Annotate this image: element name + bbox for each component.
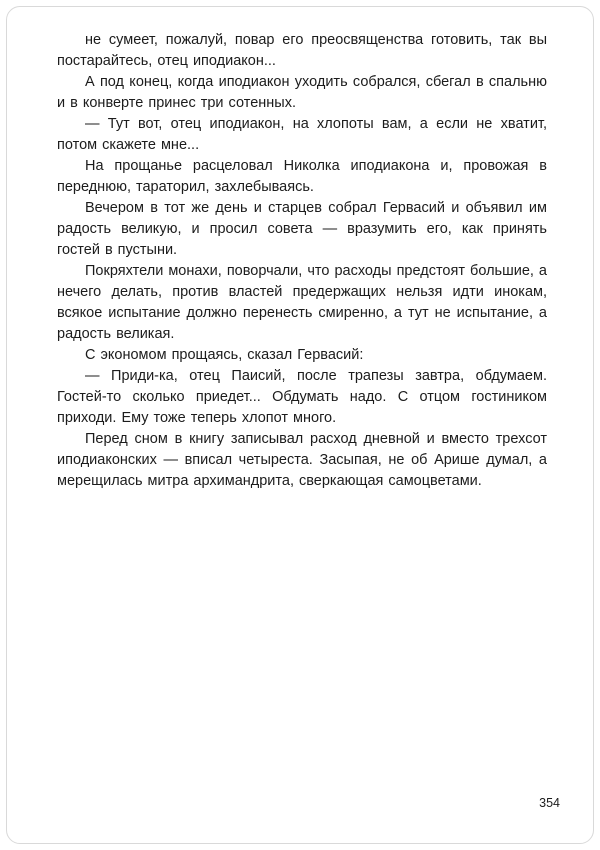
paragraph: не сумеет, пожалуй, повар его преосвященства готовить, так вы постарайтесь, отец иподиакон... bbox=[57, 32, 547, 69]
page-number: 354 bbox=[539, 796, 560, 810]
paragraph: — Тут вот, отец иподиакон, на хлопоты вам, а если не хватит, потом скажете мне... bbox=[57, 116, 547, 153]
paragraph: Перед сном в книгу записывал расход дневной и вместо трехсот иподиаконских — вписал четыреста. Засыпая, не об Арише думал, а мерещилась митра архимандрита, сверкающая самоцветами. bbox=[57, 431, 547, 489]
paragraph: — Приди-ка, отец Паисий, после трапезы завтра, обдумаем. Гостей-то сколько приедет... Обдумать надо. С отцом гостиником приходи. Ему тоже теперь хлопот много. bbox=[57, 368, 547, 426]
paragraph: Вечером в тот же день и старцев собрал Гервасий и объявил им радость великую, и просил совета — вразумить его, как принять гостей в пустыни. bbox=[57, 200, 547, 258]
paragraph: На прощанье расцеловал Николка иподиакона и, провожая в переднюю, тараторил, захлебываясь. bbox=[57, 158, 547, 195]
paragraph: Покряхтели монахи, поворчали, что расходы предстоят большие, а нечего делать, против властей предержащих нельзя идти инокам, всякое испытание должно перенесть смиренно, а тут не испытание, а радость великая. bbox=[57, 263, 548, 342]
page-text bbox=[57, 30, 547, 492]
paragraph: С экономом прощаясь, сказал Гервасий: bbox=[85, 347, 364, 363]
paragraph: А под конец, когда иподиакон уходить собрался, сбегал в спальню и в конверте принес три сотенных. bbox=[57, 74, 547, 111]
